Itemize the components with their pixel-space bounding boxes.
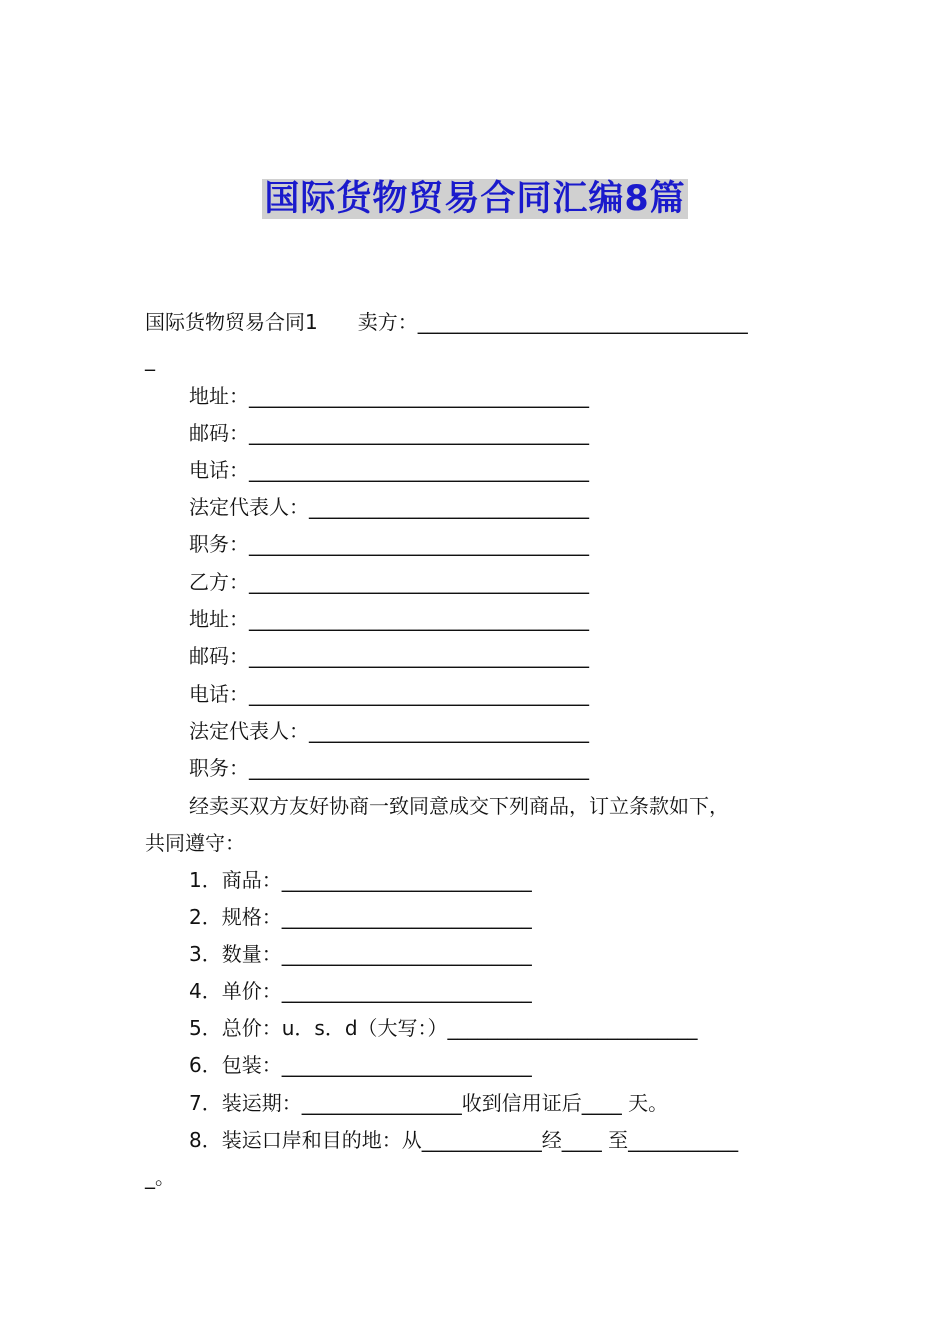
contract-heading-seller-line: 国际货物贸易合同1 卖方：_________________________________ (145, 310, 748, 334)
seller-position-line: 职务：__________________________________ (189, 532, 589, 556)
document-title-text: 国际货物贸易合同汇编8篇 (264, 179, 686, 219)
agreement-paragraph-line-1: 经卖买双方友好协商一致同意成交下列商品，订立条款如下， (189, 794, 729, 818)
seller-phone-line: 电话：__________________________________ (189, 458, 589, 482)
agreement-paragraph-line-2: 共同遵守： (145, 831, 245, 855)
party-b-phone-line: 电话：__________________________________ (189, 682, 589, 706)
clause-shipment-line: 7．装运期：________________收到信用证后____ 天。 (189, 1091, 669, 1115)
party-b-position-line: 职务：__________________________________ (189, 756, 589, 780)
clause-specification-line: 2．规格：_________________________ (189, 905, 532, 929)
clause-port-line: 8．装运口岸和目的地：从____________经____ 至___________ (189, 1128, 739, 1152)
party-b-postcode-line: 邮码：__________________________________ (189, 644, 589, 668)
party-b-legal-rep-line: 法定代表人：____________________________ (189, 719, 589, 743)
party-b-line: 乙方：__________________________________ (189, 570, 589, 594)
party-b-address-line: 地址：__________________________________ (189, 607, 589, 631)
clause-unit-price-line: 4．单价：_________________________ (189, 979, 532, 1003)
clause-packing-line: 6．包装：_________________________ (189, 1053, 532, 1077)
clause-port-line-continuation: _。 (145, 1165, 175, 1189)
clause-quantity-line: 3．数量：_________________________ (189, 942, 532, 966)
seller-line-continuation: _ (145, 347, 155, 371)
seller-legal-rep-line: 法定代表人：____________________________ (189, 495, 589, 519)
clause-commodity-line: 1．商品：_________________________ (189, 868, 532, 892)
document-title (0, 174, 950, 224)
seller-address-line: 地址：__________________________________ (189, 384, 589, 408)
seller-postcode-line: 邮码：__________________________________ (189, 421, 589, 445)
clause-total-price-line: 5．总价：u．s．d（大写：）_________________________ (189, 1016, 698, 1040)
